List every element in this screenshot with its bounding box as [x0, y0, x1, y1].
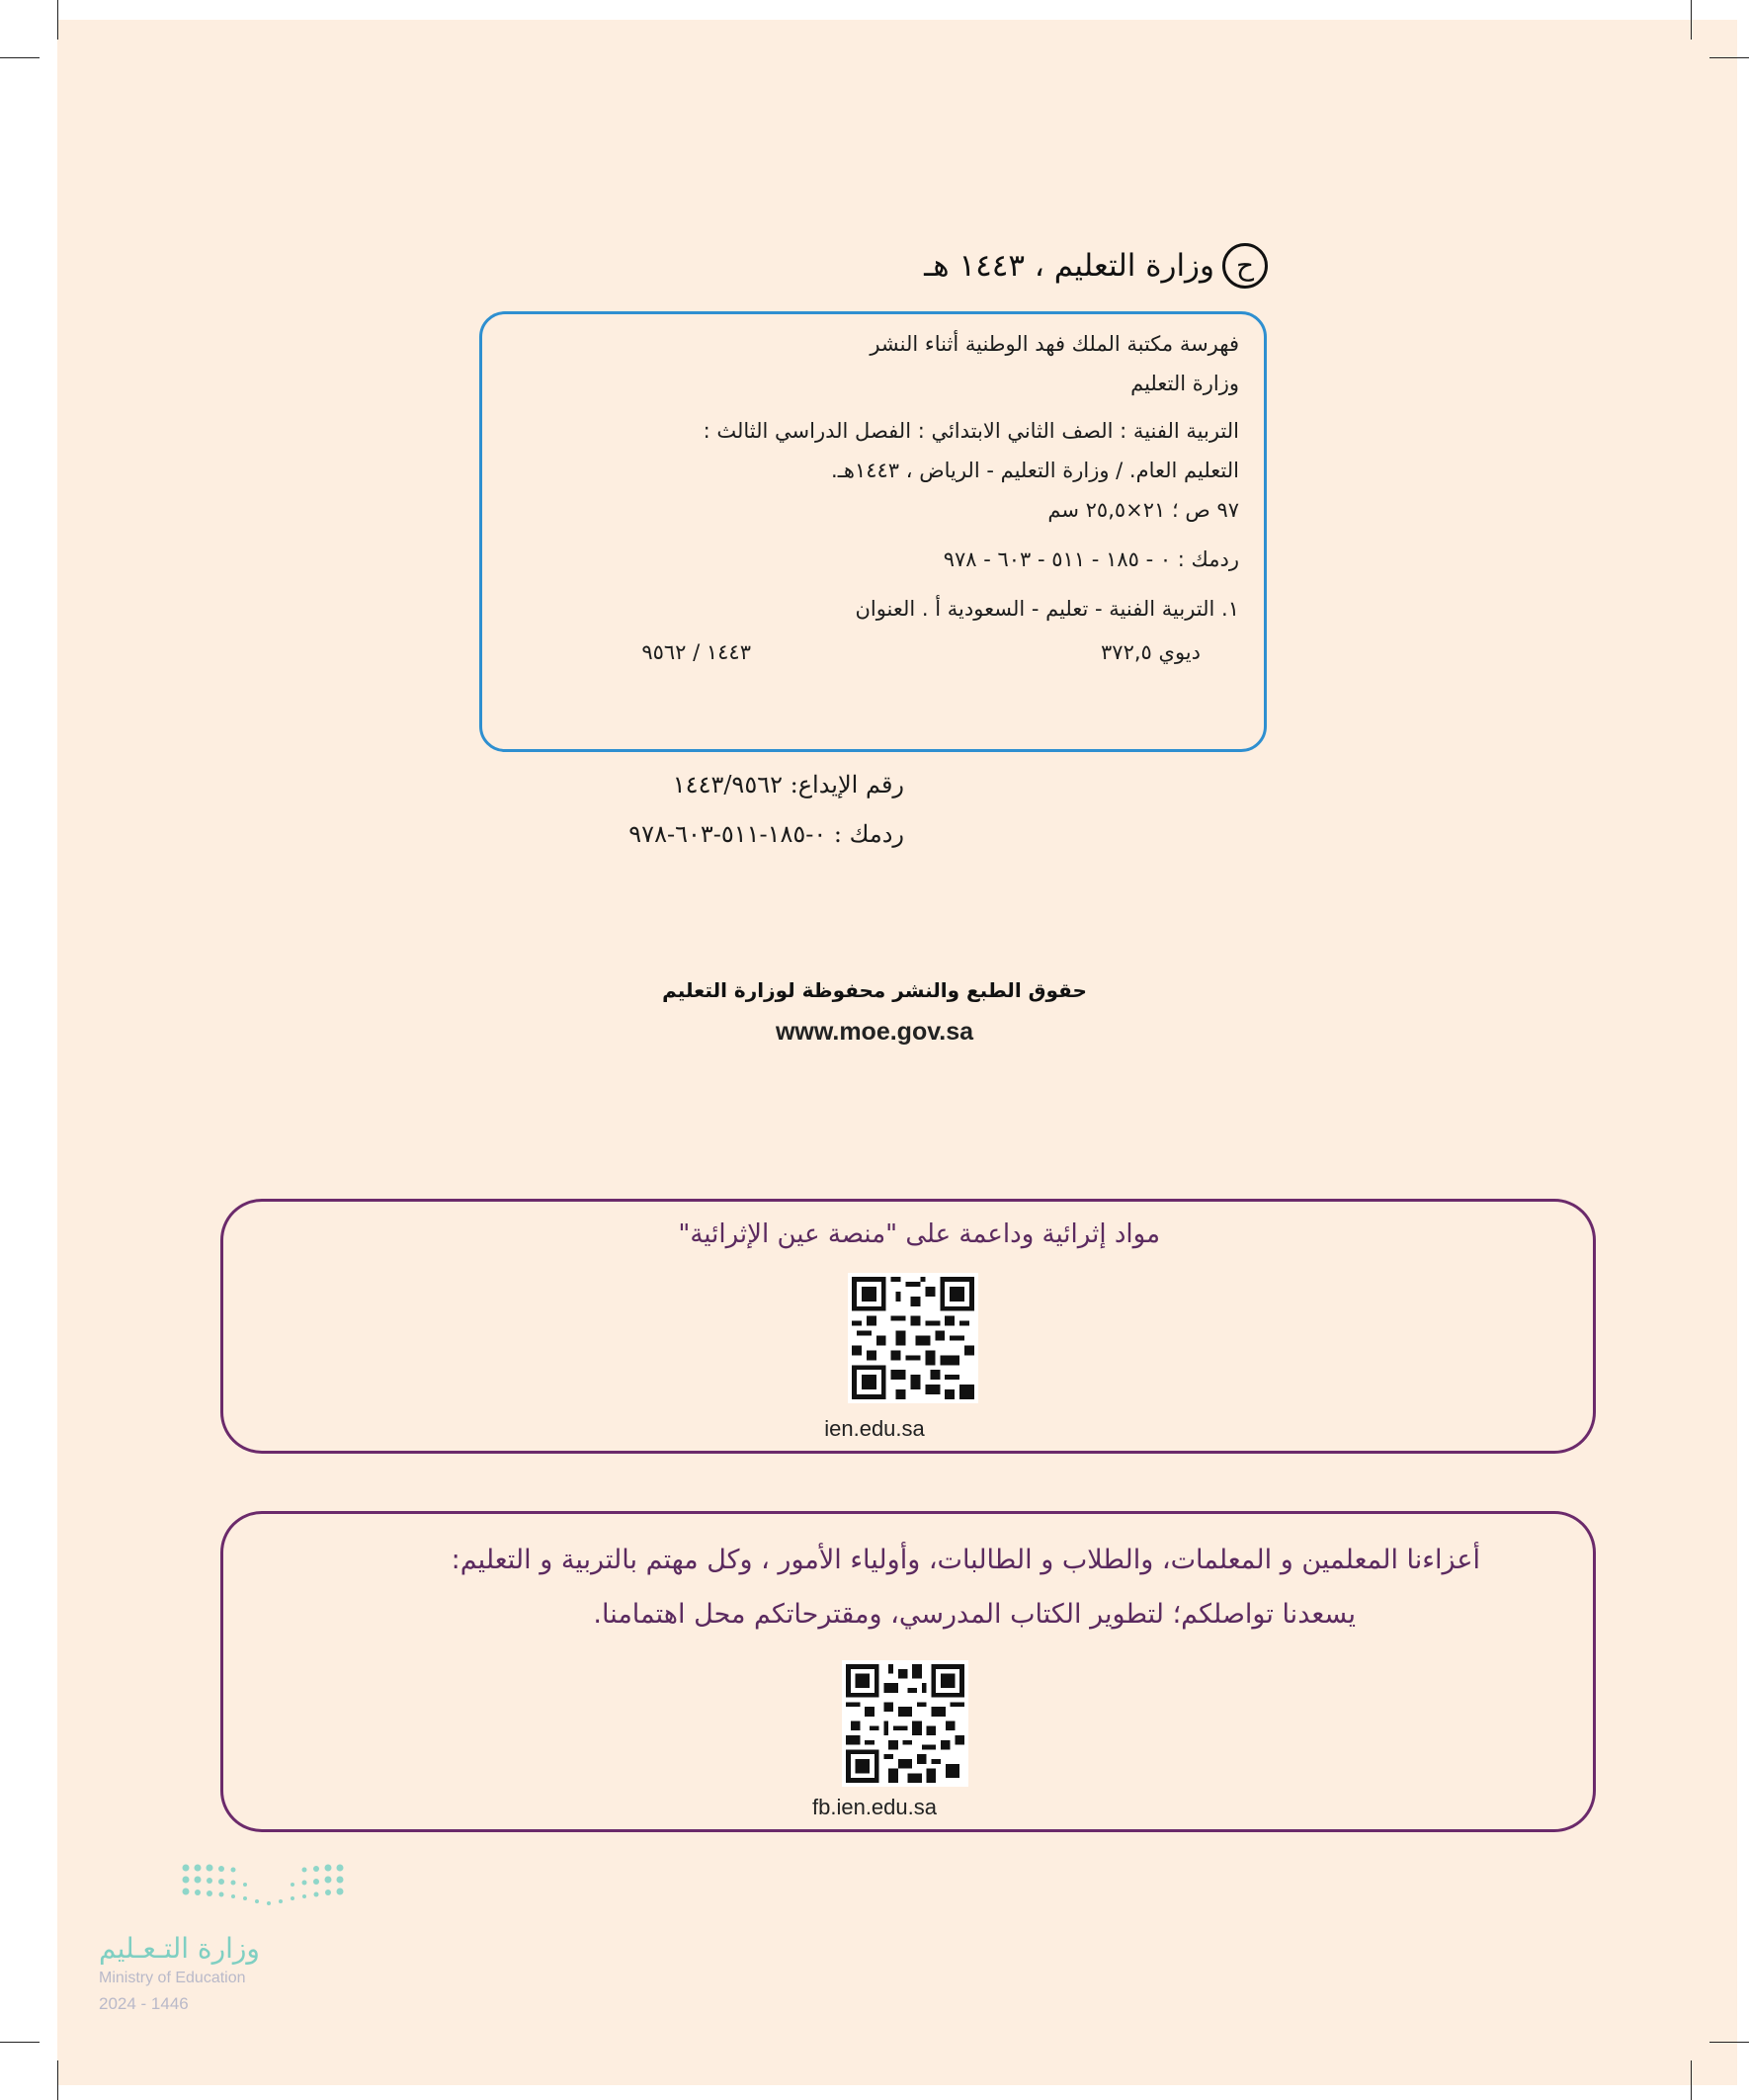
copyright-line — [924, 243, 1268, 289]
feedback-url[interactable]: fb.ien.edu.sa — [812, 1795, 937, 1819]
feedback-qr-code[interactable] — [842, 1660, 968, 1787]
enrichment-title: مواد إثرائية وداعمة على "منصة عين الإثرائية" — [678, 1219, 1160, 1249]
crop-mark — [1691, 2060, 1692, 2100]
catalog-line: التعليم العام. / وزارة التعليم - الرياض ، ١٤٤٣هـ. — [831, 459, 1239, 482]
crop-mark — [1709, 57, 1749, 58]
website-link[interactable]: www.moe.gov.sa — [775, 1018, 974, 1046]
crop-mark — [1709, 2042, 1749, 2043]
crop-mark — [0, 57, 40, 58]
dewey-row — [0, 640, 1749, 668]
feedback-line-1: أعزاءنا المعلمين و المعلمات، والطلاب و الطالبات، وأولياء الأمور ، وكل مهتم بالتربية و التعليم: — [451, 1545, 1480, 1575]
ministry-logo-icon — [178, 1860, 356, 1919]
catalog-line: فهرسة مكتبة الملك فهد الوطنية أثناء النشر — [870, 332, 1239, 356]
crop-mark — [0, 2042, 40, 2043]
copyright-text: وزارة التعليم ، ١٤٤٣ هـ — [924, 248, 1214, 284]
crop-mark — [57, 2060, 58, 2100]
catalog-line: التربية الفنية : الصف الثاني الابتدائي : الفصل الدراسي الثالث : — [703, 419, 1239, 443]
feedback-line-2: يسعدنا تواصلكم؛ لتطوير الكتاب المدرسي، ومقترحاتكم محل اهتمامنا. — [593, 1599, 1356, 1630]
copyright-symbol: ح — [1222, 243, 1268, 289]
catalog-line: وزارة التعليم — [1130, 372, 1239, 395]
dewey-number: ١٤٤٣ / ٩٥٦٢ — [641, 640, 751, 664]
isbn: ردمك : ٠-١٨٥-٥١١-٦٠٣-٩٧٨ — [628, 820, 904, 848]
enrichment-qr-code[interactable] — [848, 1273, 978, 1403]
catalog-card — [479, 311, 1267, 752]
crop-mark — [57, 0, 58, 40]
rights-notice: حقوق الطبع والنشر محفوظة لوزارة التعليم — [662, 978, 1087, 1002]
ministry-name-english: Ministry of Education — [99, 1970, 246, 1986]
catalog-line: ٩٧ ص ؛ ٢١×٢٥,٥ سم — [1047, 498, 1239, 522]
ministry-name-arabic: وزارة التـعـليم — [99, 1932, 260, 1965]
catalog-line: ردمك : ٠ - ١٨٥ - ٥١١ - ٦٠٣ - ٩٧٨ — [943, 547, 1239, 571]
enrichment-url[interactable]: ien.edu.sa — [824, 1416, 925, 1441]
dewey-label: ديوي ٣٧٢,٥ — [1101, 640, 1201, 664]
deposit-number: رقم الإيداع: ١٤٤٣/٩٥٦٢ — [672, 771, 904, 798]
catalog-line: ١. التربية الفنية - تعليم - السعودية أ . العنوان — [855, 597, 1239, 621]
crop-mark — [1691, 0, 1692, 40]
ministry-year: 2024 - 1446 — [99, 1994, 189, 2013]
